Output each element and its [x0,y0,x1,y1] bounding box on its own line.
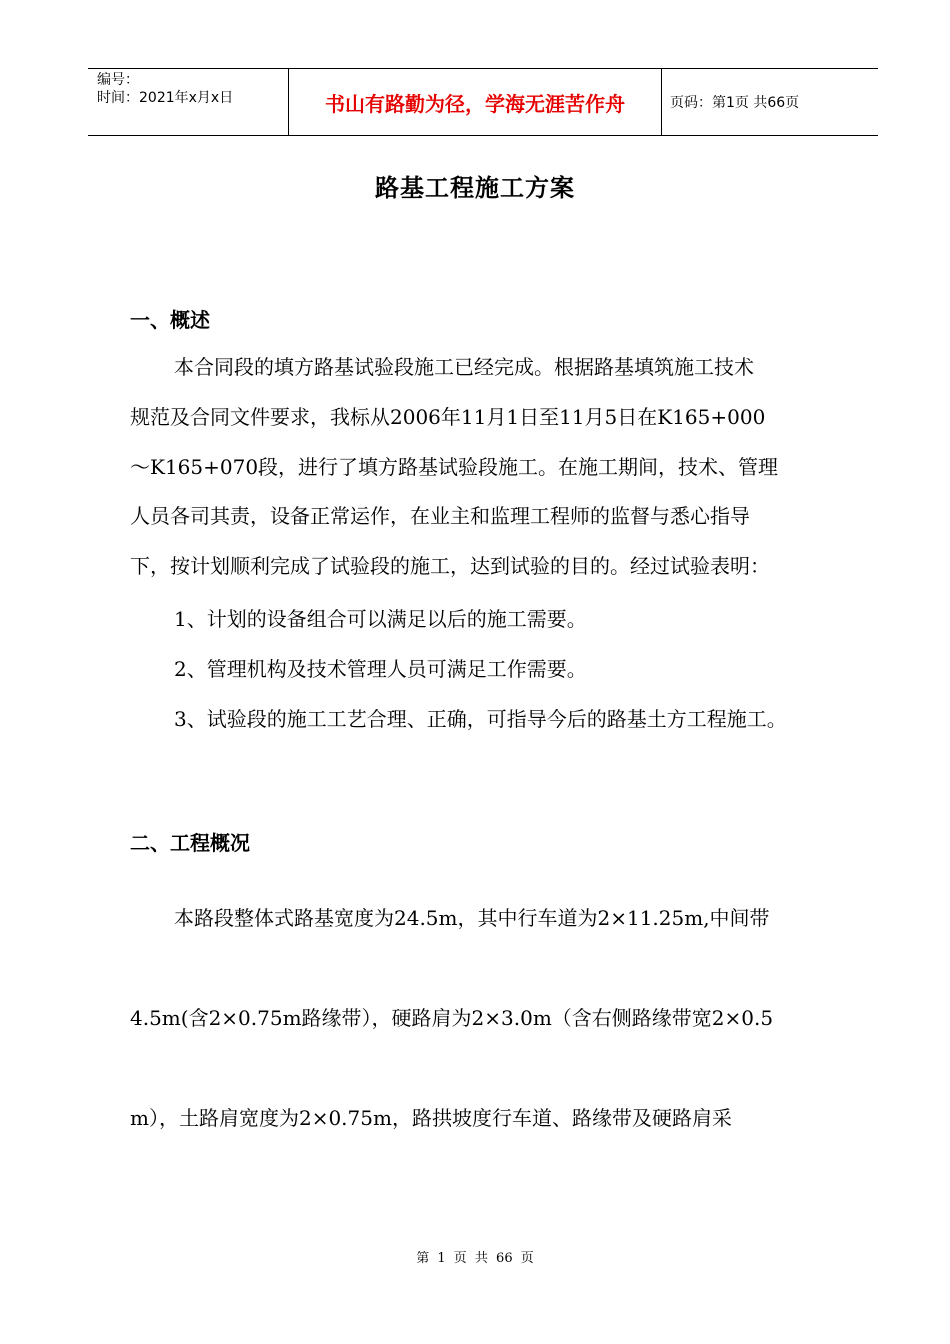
project-line: 本路段整体式路基宽度为24.5m，其中行车道为2×11.25m,中间带 [174,906,770,930]
paragraph-line: 人员各司其责，设备正常运作，在业主和监理工程师的监督与悉心指导 [130,504,750,529]
number-label: 编号： [97,72,139,88]
list-item: 3、试验段的施工工艺合理、正确，可指导今后的路基土方工程施工。 [174,707,787,731]
project-line: 4.5m(含2×0.75m路缘带），硬路肩为2×3.0m（含右侧路缘带宽2×0.5 [130,1006,774,1030]
list-item: 1、计划的设备组合可以满足以后的施工需要。 [174,607,587,631]
paragraph-line: 规范及合同文件要求，我标从2006年11月1日至11月5日在K165+000 [130,404,766,429]
list-item: 2、管理机构及技术管理人员可满足工作需要。 [174,657,587,681]
header-page-info: 页码：第1页 共66页 [670,95,800,111]
header-meta [88,69,289,135]
time-label: 时间：2021年x月x日 [97,90,234,106]
paragraph-line: ～K165+070段，进行了填方路基试验段施工。在施工期间，技术、管理 [130,454,779,479]
page-footer: 第 1 页 共 66 页 [416,1251,534,1266]
page-header [88,68,878,136]
overview-paragraph [130,343,840,592]
project-line: m），土路肩宽度为2×0.75m，路拱坡度行车道、路缘带及硬路肩采 [130,1106,732,1130]
document-title: 路基工程施工方案 [375,173,575,202]
paragraph-line: 下，按计划顺利完成了试验段的施工，达到试验的目的。经过试验表明： [130,554,770,579]
section-heading-overview: 一、概述 [130,308,210,332]
header-motto: 书山有路勤为径，学海无涯苦作舟 [289,69,662,135]
paragraph-line: 本合同段的填方路基试验段施工已经完成。根据路基填筑施工技术 [174,355,754,379]
section-heading-project: 二、工程概况 [130,831,250,855]
